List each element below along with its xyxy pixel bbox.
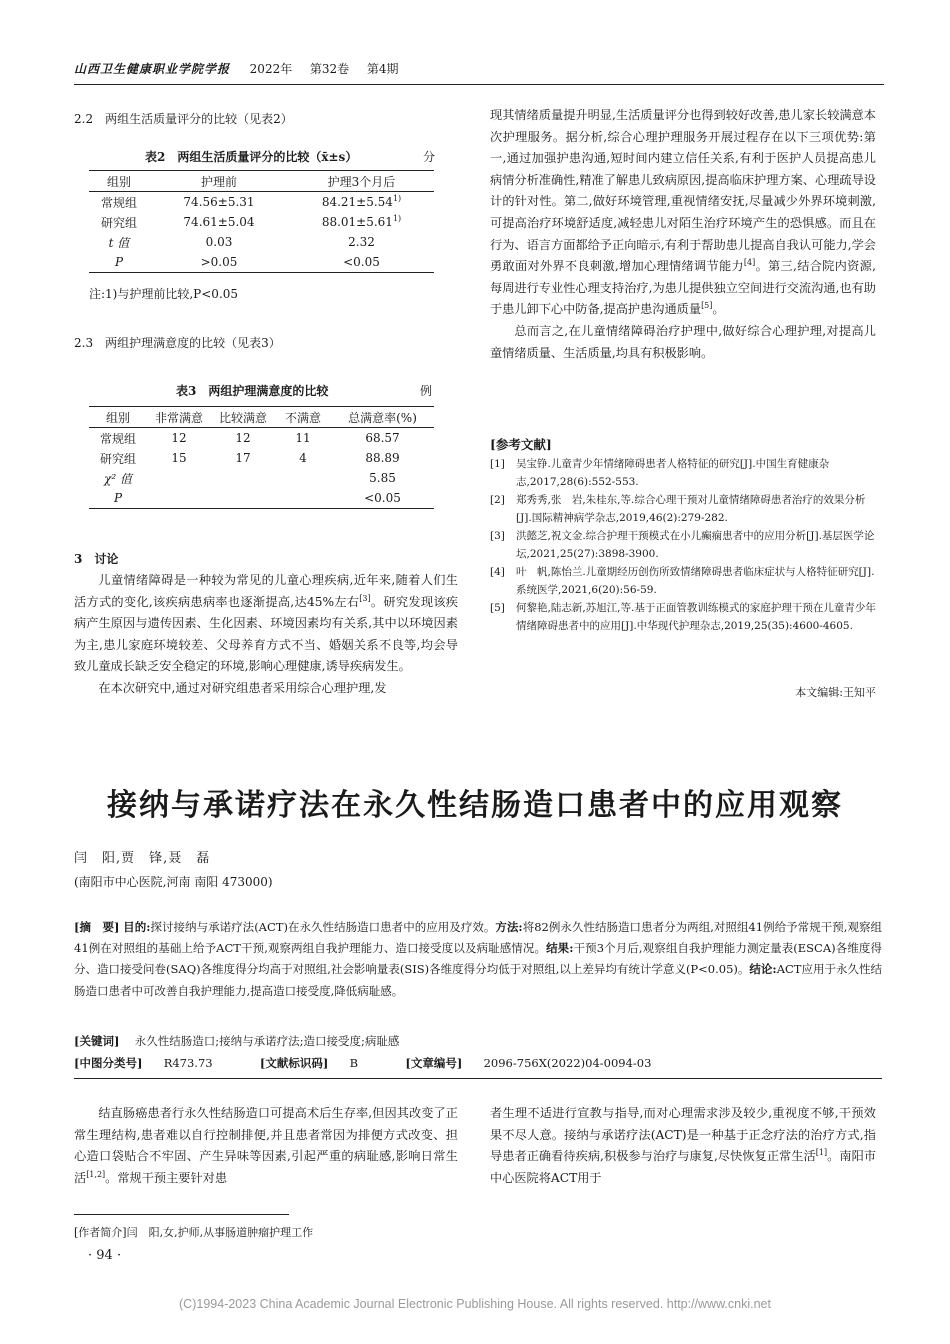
table2-col-after: 护理3个月后 [327, 174, 396, 189]
table-cell: <0.05 [343, 255, 380, 269]
paragraph-text: 现其情绪质量提升明显,生活质量评分也得到较好改善,患儿家长较满意本次护理服务。据分析,综合心理护理服务开展过程存在以下三项优势:第一,通过加强护患沟通,短时间内建立信任关系,有利于医护人员提高患儿病情分析准确性,精准了解患儿致病原因,提高临床护理方案、心理疏导设计的针对性。第二,做好环境管理,重视情绪安抚,尽量减少外界环境刺激,可提高治疗环境舒适度,减轻患儿对陌生治疗环境产生的恐惧感。而且在行为、语言方面都给予正向暗示,有利于帮助患儿提高自我认可能力,学会勇敢面对外界不良刺激,增加心理情绪调节能力 [490, 108, 876, 274]
references-heading: [参考文献] [490, 437, 552, 452]
table-cell: 12 [171, 431, 187, 445]
footnote-mark: 1) [392, 194, 402, 203]
discussion-left [74, 570, 458, 700]
abstract-conclusion-label: 结论: [749, 962, 777, 977]
article-affiliation: (南阳市中心医院,河南 南阳 473000) [74, 875, 273, 889]
table3-col-group: 组别 [105, 410, 130, 425]
cell-value: 88.01±5.61 [321, 215, 393, 229]
table-cell: 常规组 [99, 431, 136, 446]
table-cell: >0.05 [200, 255, 238, 269]
paragraph-text: 总而言之,在儿童情绪障碍治疗护理中,做好综合心理护理,对提高儿童情绪质量、生活质量,均具有积极影响。 [490, 323, 876, 360]
article-body-left [74, 1103, 458, 1189]
ref-number: [4] [490, 566, 505, 578]
table-cell [211, 468, 275, 488]
table-cell: 2.32 [348, 235, 375, 249]
table-cell [289, 212, 434, 232]
paragraph-text: 者生理不适进行宣教与指导,而对心理需求涉及较少,重视度不够,干预效果不尽人意。接纳与承诺疗法(ACT)是一种基于正念疗法的治疗方式,指导患者正确看待疾病,积极参与治疗与康复,尽快恢复正常生活 [490, 1106, 876, 1164]
paragraph-text: 儿童情绪障碍是一种较为常见的儿童心理疾病,近年来,随着人们生活方式的变化,该疾病患病率也逐渐提高,达45%左右 [74, 573, 458, 609]
footnote-mark: 1) [392, 214, 402, 223]
table3-title: 表3 两组护理满意度的比较 [176, 384, 329, 398]
keywords-text: 永久性结肠造口;接纳与承诺疗法;造口接受度;病耻感 [134, 1034, 400, 1048]
table-cell: 17 [235, 451, 251, 465]
citation: [4] [743, 258, 756, 268]
table2-unit: 分 [422, 150, 435, 164]
article-no-value: 2096-756X(2022)04-0094-03 [483, 1056, 652, 1070]
abstract-rule [74, 1078, 882, 1079]
clc-label: [中图分类号] [74, 1056, 143, 1070]
table3-col-fairly: 比较满意 [218, 410, 267, 425]
list-item [490, 564, 876, 599]
references-list [490, 456, 876, 636]
abstract-objective: 探讨接纳与承诺疗法(ACT)在永久性结肠造口患者中的应用及疗效。 [150, 920, 496, 934]
table-cell [275, 468, 331, 488]
table2-caption [145, 148, 435, 165]
table3-col-unsatisfied: 不满意 [284, 410, 321, 425]
table-header-row [89, 171, 434, 192]
discussion-right [490, 105, 876, 364]
table2-note: 注:1)与护理前比较,P<0.05 [89, 287, 239, 301]
table-cell: 常规组 [100, 195, 137, 210]
section-3-heading: 3 讨论 [74, 552, 119, 566]
discussion-paragraph-1 [74, 570, 458, 678]
paragraph-text: 。第三,结合院内资源,每周进行专业性心理支持治疗,为患儿提供独立空间进行交流沟通,也有助于患儿卸下心中防备,提高护患沟通质量 [490, 259, 876, 317]
table-cell: χ² 值 [104, 471, 132, 486]
paragraph-text: 在本次研究中,通过对研究组患者采用综合心理护理,发 [98, 680, 387, 695]
table3-caption [176, 382, 432, 399]
table-row [89, 232, 434, 252]
table-cell [275, 488, 331, 509]
table-cell: 68.57 [365, 431, 400, 445]
conclusion-paragraph [490, 321, 876, 364]
clc-value: R473.73 [163, 1056, 213, 1070]
classification-line [74, 1055, 651, 1071]
ref-text: 叶 帆,陈怡兰.儿童期经历创伤所致情绪障碍患者临床症状与人格特征研究[J].系统医学,2021,6(20):56-59. [516, 566, 875, 596]
header-rule [74, 84, 884, 85]
table2-title: 表2 两组生活质量评分的比较（x̄±s） [145, 150, 358, 164]
abstract-result-label: 结果: [546, 941, 574, 956]
article-body-right [490, 1103, 876, 1189]
table-cell [147, 488, 211, 509]
citation: [1,2] [86, 1169, 106, 1179]
table-row [89, 252, 434, 273]
discussion-paragraph-2 [74, 678, 458, 700]
table-cell: 88.89 [365, 451, 400, 465]
table-row [89, 428, 434, 449]
table3-col-very: 非常满意 [154, 410, 203, 425]
abstract-label: [摘 要] [74, 920, 120, 934]
footnote-rule [74, 1214, 289, 1215]
ref-text: 吴宝铮.儿童青少年情绪障碍患者人格特征的研究[J].中国生育健康杂志,2017,28(6):552-553. [516, 458, 830, 488]
section-2-2-heading: 2.2 两组生活质量评分的比较（见表2） [74, 112, 293, 126]
ref-text: 郑秀秀,张 岩,朱桂东,等.综合心理干预对儿童情绪障碍患者治疗的效果分析[J].国际精神病学杂志,2019,46(2):279-282. [516, 494, 866, 524]
table2 [89, 170, 434, 273]
doc-code-label: [文献标识码] [259, 1056, 329, 1070]
table3-col-rate: 总满意率(%) [348, 410, 417, 425]
journal-volume: 第32卷 [309, 62, 350, 76]
keywords [74, 1033, 399, 1049]
journal-year: 2022年 [249, 62, 293, 76]
editor-credit: 本文编辑:王知平 [795, 686, 876, 699]
table-cell: 12 [235, 431, 251, 445]
journal-issue: 第4期 [366, 62, 399, 76]
abstract-method: 将82例永久性结肠造口患者分为两组,对照组41例给予常规干预,观察组41例在对照组的基础上给予ACT干预,观察两组自我护理能力、造口接受度以及病耻感情况。 [74, 920, 883, 956]
table-row [89, 212, 434, 232]
paragraph-text: 。常规干预主要针对患 [105, 1170, 228, 1185]
table-cell: 5.85 [369, 471, 396, 485]
list-item [490, 456, 876, 491]
abstract-method-label: 方法: [495, 920, 523, 934]
table-cell: P [114, 255, 124, 269]
list-item [490, 600, 876, 635]
article-no-label: [文章编号] [405, 1056, 463, 1070]
table-row [89, 192, 434, 213]
journal-name: 山西卫生健康职业学院学报 [74, 62, 231, 76]
page-number: · 94 · [88, 1248, 122, 1263]
table-cell: 0.03 [205, 235, 233, 249]
table-header-row [89, 407, 434, 428]
copyright-footer: (C)1994-2023 China Academic Journal Electronic Publishing House. All rights reserved. http://www.cnki.net [179, 1297, 771, 1311]
paragraph-text: 结直肠癌患者行永久性结肠造口可提高术后生存率,但因其改变了正常生理结构,患者难以自行控制排便,并且患者常因为排便方式改变、担心造口袋贴合不牢固、产生异味等因素,引起严重的病耻感,影响日常生活 [74, 1106, 458, 1185]
section-2-3-heading: 2.3 两组护理满意度的比较（见表3） [74, 336, 281, 350]
table-cell: 74.61±5.04 [183, 215, 255, 229]
table2-col-group: 组别 [106, 174, 131, 189]
table-cell: 74.56±5.31 [183, 195, 255, 209]
cell-value: 84.21±5.54 [321, 195, 393, 209]
ref-number: [5] [490, 602, 505, 614]
running-header [74, 60, 884, 80]
list-item [490, 492, 876, 527]
article-authors: 闫 阳,贾 锋,聂 磊 [74, 851, 211, 866]
list-item [490, 528, 876, 563]
body-paragraph [490, 1103, 876, 1189]
table-cell: 15 [171, 451, 187, 465]
table2-col-before: 护理前 [200, 174, 237, 189]
table-cell: <0.05 [364, 491, 401, 505]
ref-number: [2] [490, 494, 505, 506]
table3-unit: 例 [419, 384, 432, 398]
doc-code-value: B [349, 1056, 359, 1070]
abstract-conclusion: ACT应用于永久性结肠造口患者中可改善自我护理能力,提高造口接受度,降低病耻感。 [74, 962, 883, 998]
body-paragraph [74, 1103, 458, 1189]
table3 [89, 406, 434, 509]
ref-number: [3] [490, 530, 505, 542]
table-cell: 11 [295, 431, 311, 445]
author-note: [作者简介]闫 阳,女,护师,从事肠道肿瘤护理工作 [74, 1226, 314, 1239]
paragraph-text: 。南阳市中心医院将ACT用于 [490, 1149, 877, 1185]
article-title: 接纳与承诺疗法在永久性结肠造口患者中的应用观察 [107, 788, 843, 823]
citation: [5] [701, 301, 713, 311]
ref-number: [1] [490, 458, 505, 470]
table-cell: 研究组 [100, 215, 137, 230]
table-row [89, 468, 434, 488]
table-cell [289, 192, 434, 213]
citation: [1] [815, 1148, 828, 1158]
table-cell [147, 468, 211, 488]
table-row [89, 488, 434, 509]
ref-text: 何黎艳,陆志新,苏旭江,等.基于正面管教训练模式的家庭护理干预在儿童青少年情绪障碍患者中的应用[J].中华现代护理杂志,2019,25(35):4600-4605. [516, 602, 876, 632]
abstract-result: 干预3个月后,观察组自我护理能力测定量表(ESCA)各维度得分、造口接受问卷(SAQ)各维度得分均高于对照组,社会影响量表(SIS)各维度得分均低于对照组,以上差异均有统计学意义(P<0.05)。 [74, 941, 882, 977]
citation: [3] [359, 593, 371, 603]
discussion-paragraph-3 [490, 105, 876, 321]
abstract [74, 917, 882, 1002]
keywords-label: [关键词] [74, 1034, 120, 1048]
table-cell: 4 [299, 451, 307, 465]
abstract-objective-label: 目的: [123, 920, 151, 934]
table-cell: t 值 [108, 235, 130, 250]
paragraph-text: 。研究发现该疾病产生原因与遗传因素、生化因素、环境因素均有关系,其中以环境因素为主,患儿家庭环境较差、父母养育方式不当、婚姻关系不良等,均会导致儿童成长缺乏安全稳定的环境,影响心理健康,诱导疾病发生。 [74, 594, 458, 674]
table-cell: 研究组 [99, 451, 136, 466]
table-cell: P [113, 491, 123, 505]
table-cell [211, 488, 275, 509]
ref-text: 洪懿芝,祝文金.综合护理干预模式在小儿癫痫患者中的应用分析[J].基层医学论坛,2021,25(27):3898-3900. [516, 530, 875, 560]
table-row [89, 448, 434, 468]
paragraph-text: 。 [712, 302, 725, 317]
